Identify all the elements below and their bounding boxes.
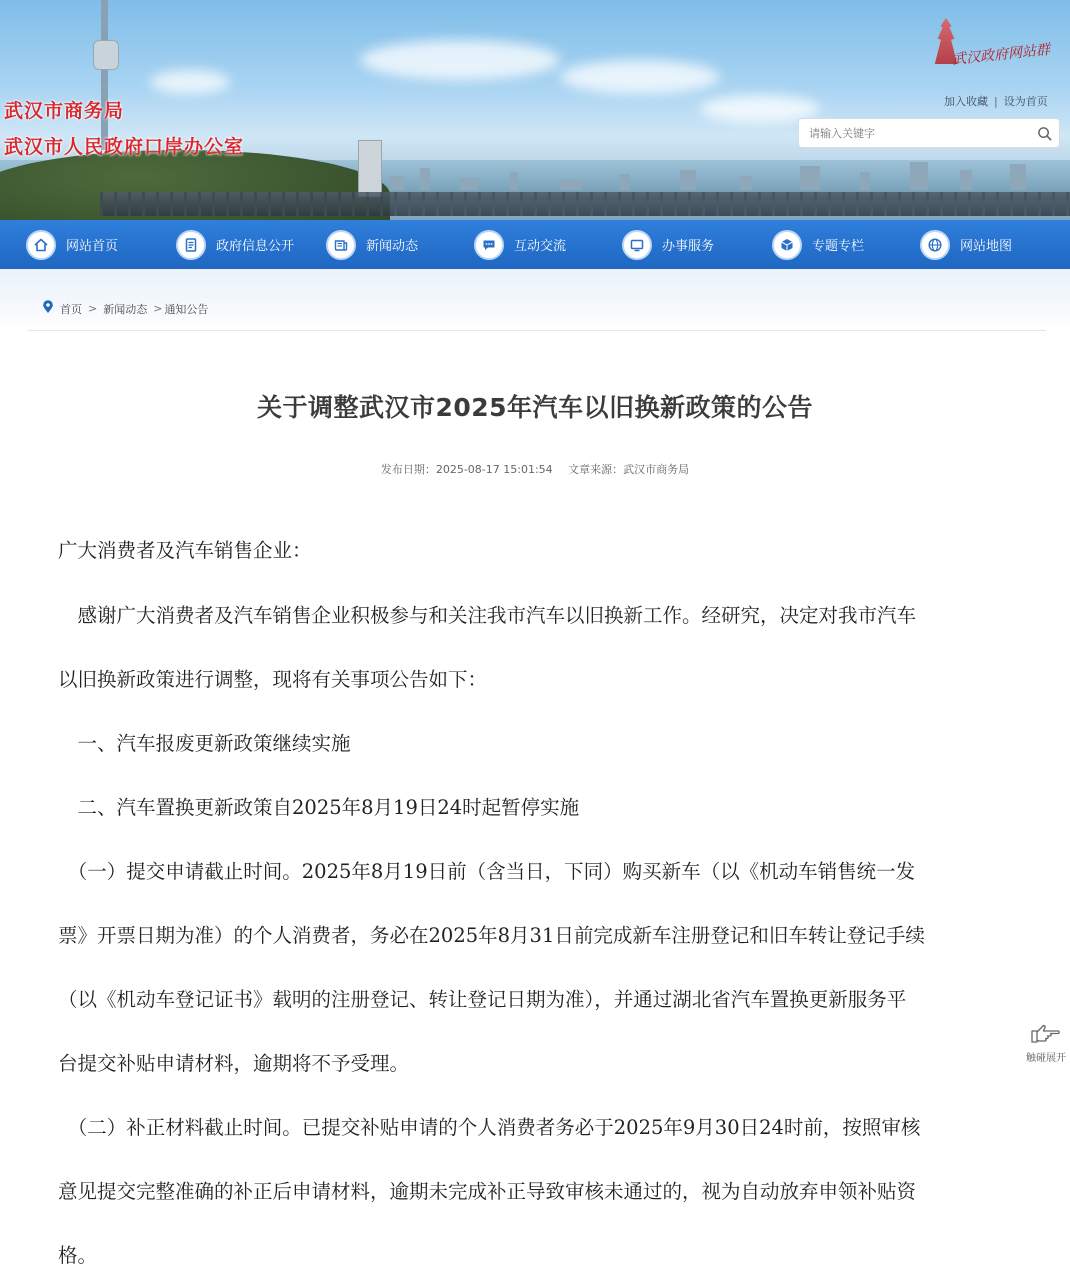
news-icon xyxy=(326,230,356,260)
nav-label: 政府信息公开 xyxy=(216,239,295,254)
bridge xyxy=(100,192,1070,216)
article-source xyxy=(568,463,689,476)
publish-date xyxy=(381,463,553,476)
main-nav xyxy=(0,220,1070,269)
paragraph-line: 票》开票日期为准）的个人消费者，务必在2025年8月31日前完成新车注册登记和旧车转让登记手续 xyxy=(58,924,925,947)
tv-tower-pod xyxy=(93,40,119,70)
expand-label: 触碰展开 xyxy=(1026,1053,1066,1064)
breadcrumb-news-link[interactable]: 新闻动态 xyxy=(103,302,148,316)
paragraph-line: 感谢广大消费者及汽车销售企业积极参与和关注我市汽车以旧换新工作。经研究，决定对我市汽车 xyxy=(58,604,917,627)
org-name-port-office: 武汉市人民政府口岸办公室 xyxy=(4,136,245,158)
paragraph-line: （以《机动车登记证书》载明的注册登记、转让登记日期为准），并通过湖北省汽车置换更新服务平 xyxy=(58,988,907,1011)
source-value: 武汉市商务局 xyxy=(623,463,690,476)
nav-item-sitemap[interactable] xyxy=(920,230,1012,260)
info-document-icon xyxy=(176,230,206,260)
building xyxy=(358,140,382,197)
source-label: 文章来源： xyxy=(568,463,624,476)
nav-label: 新闻动态 xyxy=(366,239,419,254)
article-title: 关于调整武汉市2025年汽车以旧换新政策的公告 xyxy=(256,393,814,422)
cube-icon xyxy=(772,230,802,260)
publish-date-value: 2025-08-17 15:01:54 xyxy=(435,463,553,476)
breadcrumb-separator: > xyxy=(153,302,163,315)
tv-tower xyxy=(101,0,108,150)
add-favorite-link[interactable]: 加入收藏 xyxy=(944,95,988,108)
nav-label: 网站地图 xyxy=(960,239,1013,254)
section-heading: 二、汽车置换更新政策自2025年8月19日24时起暂停实施 xyxy=(58,796,580,819)
link-separator: | xyxy=(994,95,998,108)
nav-label: 办事服务 xyxy=(662,239,715,254)
breadcrumb-separator: > xyxy=(88,302,98,315)
breadcrumb xyxy=(42,300,208,317)
globe-icon xyxy=(920,230,950,260)
nav-item-news[interactable] xyxy=(326,230,418,260)
breadcrumb-notice-link[interactable]: 通知公告 xyxy=(164,302,209,316)
cloud xyxy=(560,60,720,94)
service-icon xyxy=(622,230,652,260)
home-icon xyxy=(26,230,56,260)
nav-item-interaction[interactable] xyxy=(474,230,566,260)
paragraph-line: 意见提交完整准确的补正后申请材料，逾期未完成补正导致审核未通过的，视为自动放弃申领补贴资 xyxy=(58,1180,917,1203)
search-box xyxy=(798,118,1060,148)
divider xyxy=(28,330,1046,331)
nav-label: 网站首页 xyxy=(66,239,119,254)
set-homepage-link[interactable]: 设为首页 xyxy=(1003,95,1048,108)
chat-icon xyxy=(474,230,504,260)
hand-pointer-icon xyxy=(1029,1038,1063,1049)
location-pin-icon xyxy=(42,300,54,317)
city-skyline xyxy=(380,150,1070,190)
nav-item-special-topics[interactable] xyxy=(772,230,864,260)
nav-item-gov-info[interactable] xyxy=(176,230,294,260)
nav-item-home[interactable] xyxy=(26,230,118,260)
cloud xyxy=(150,70,230,94)
salutation: 广大消费者及汽车销售企业： xyxy=(58,539,312,562)
org-name-commerce-bureau: 武汉市商务局 xyxy=(4,100,125,122)
nav-label: 互动交流 xyxy=(514,239,567,254)
search-icon[interactable] xyxy=(1029,119,1059,147)
paragraph-line: 台提交补贴申请材料，逾期将不予受理。 xyxy=(58,1052,410,1075)
paragraph-line: （一）提交申请截止时间。2025年8月19日前（含当日，下同）购买新车（以《机动车销售统一发 xyxy=(58,860,916,883)
paragraph-line: 格。 xyxy=(58,1244,98,1267)
search-input[interactable] xyxy=(799,120,1029,146)
breadcrumb-home-link[interactable]: 首页 xyxy=(60,302,82,316)
paragraph-line: （二）补正材料截止时间。已提交补贴申请的个人消费者务必于2025年9月30日24时前，按照审核 xyxy=(58,1116,921,1139)
cloud xyxy=(360,40,560,80)
nav-item-services[interactable] xyxy=(622,230,714,260)
publish-date-label: 发布日期： xyxy=(380,463,436,476)
site-logo-text: 武汉政府网站群 xyxy=(951,41,1051,69)
nav-label: 专题专栏 xyxy=(812,239,865,254)
article-meta xyxy=(0,461,1070,477)
top-links xyxy=(944,93,1048,109)
header-banner xyxy=(0,0,1070,220)
section-heading: 一、汽车报废更新政策继续实施 xyxy=(58,732,351,755)
touch-expand-button[interactable] xyxy=(1022,1022,1070,1064)
paragraph-line: 以旧换新政策进行调整，现将有关事项公告如下： xyxy=(58,668,488,691)
